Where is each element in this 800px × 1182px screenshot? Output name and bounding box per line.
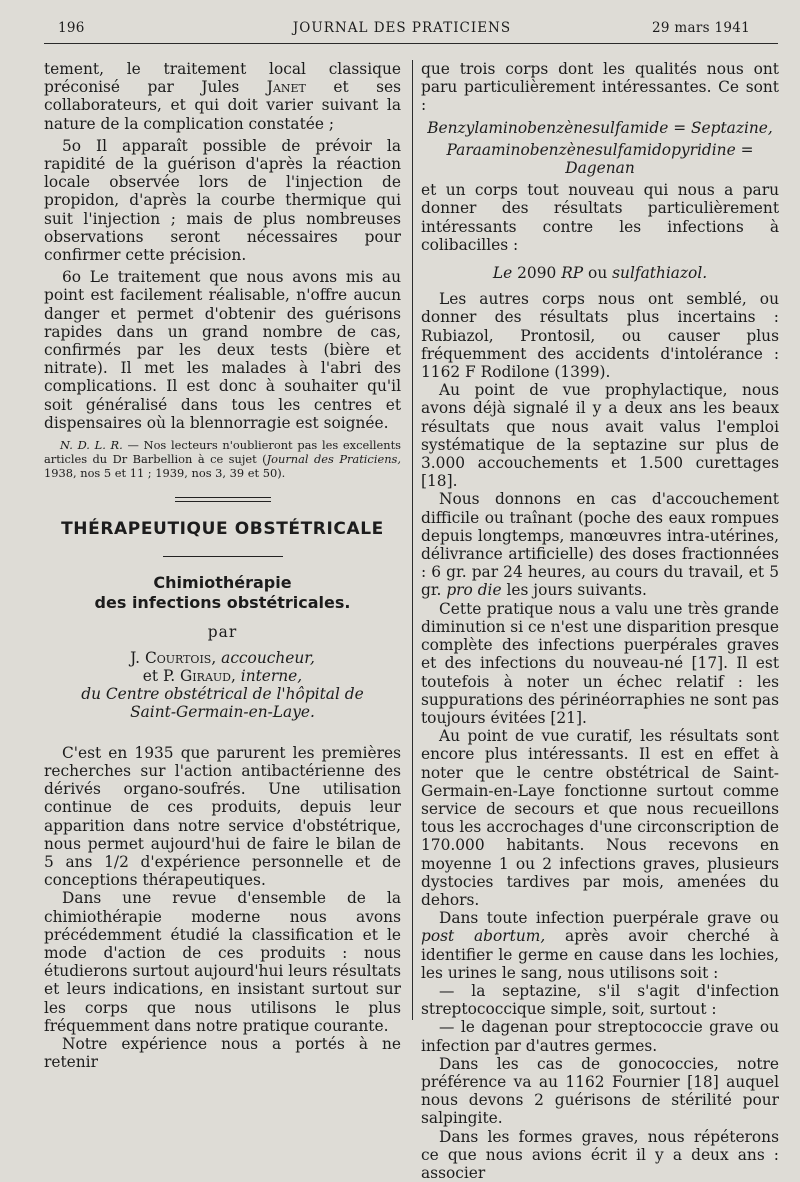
list-item: — le dagenan pour streptococcie grave ou infection par d'autres germes. — [421, 1018, 779, 1055]
paragraph: Au point de vue curatif, les résultats sont encore plus intéressants. Il est en effet à noter que le centre obstétrical de Saint-Germain-en-Laye fonctionne surtout comme service de secours et que nous recueillons tous les accrochages d'une circonscription de 170.000 habitants. Nous recevons en moyenne 1 ou 2 infections graves, plusieurs dystocies tardives par mois, amenées du dehors. — [421, 727, 779, 909]
page-number: 196 — [58, 20, 85, 36]
right-column — [421, 60, 779, 1182]
paragraph: 6o Le traitement que nous avons mis au point est facilement réalisable, n'offre aucun danger et permet d'obtenir des guérisons rapides dans un grand nombre de cas, confirmés par les deux tests (bière et nitrate). Il met les malades à l'abri des complications. Il est donc à souhaiter qu'il soit généralisé dans tous les centres et dispensaires où la blennorragie est soignée. — [44, 268, 401, 432]
paragraph: et un corps tout nouveau qui nous a paru donner des résultats particulièrement intéressants contre les infections à colibacilles : — [421, 181, 779, 254]
paragraph: Notre expérience nous a portés à ne retenir — [44, 1034, 401, 1072]
paragraph: Cette pratique nous a valu une très grande diminution si ce n'est une disparition presque complète des infections puerpérales graves et des infections du nouveau-né [17]. Il est toutefois à noter un échec relatif : les suppurations des périnéorraphies ne sont pas toujours évitées [21]. — [421, 599, 779, 727]
affiliation: Saint-Germain-en-Laye. — [130, 703, 315, 722]
header-rule — [44, 43, 778, 44]
column-divider — [412, 60, 413, 1020]
paragraph: Dans toute infection puerpérale grave ou post abortum, après avoir cherché à identifier le germe en cause dans les lochies, les urines le sang, nous utilisons soit : — [421, 909, 779, 982]
paragraph: tement, le traitement local classique préconisé par Jules Janet et ses collaborateurs, et qui doit varier suivant la nature de la complication constatée ; — [44, 60, 401, 133]
issue-date: 29 mars 1941 — [652, 20, 750, 36]
author-1: J. Courtois, accoucheur, — [130, 648, 315, 667]
section-rule — [163, 556, 283, 557]
paragraph: que trois corps dont les qualités nous ont paru particulièrement intéressantes. Ce sont : — [421, 60, 779, 115]
section-title: THÉRAPEUTIQUE OBSTÉTRICALE — [61, 518, 384, 539]
byline-par: par — [207, 622, 238, 641]
formula: Benzylaminobenzènesulfamide = Septazine, — [427, 118, 773, 137]
author-name: Janet — [266, 78, 306, 97]
double-rule-separator — [175, 497, 271, 502]
paragraph: Dans les cas de gonococcies, notre préférence va au 1162 Fournier [18] auquel nous devons 2 guérisons de stérilité pour salpingite. — [421, 1054, 779, 1128]
paragraph: Nous donnons en cas d'accouchement difficile ou traînant (poche des eaux rompues depuis longtemps, manœuvres intra-utérines, délivrance artificielle) des doses fractionnées : 6 gr. par 24 heures, au cours du travail, et 5 gr. pro die les jours suivants. — [421, 490, 779, 600]
formula: Paraaminobenzènesulfamidopyridine = Dagenan — [446, 140, 754, 178]
paragraph: Dans une revue d'ensemble de la chimiothérapie moderne nous avons précédemment étudié la classification et le mode d'action de ces produits : nous étudierons surtout aujourd'hui leurs résultats et leurs indications, en insistant surtout sur les corps que nous utilisons le plus fréquemment dans notre pratique courante. — [44, 889, 401, 1035]
author-2: et P. Giraud, interne, — [142, 667, 303, 686]
paragraph: Les autres corps nous ont semblé, ou donner des résultats plus incertains : Rubiazol, Prontosil, ou causer plus fréquemment des accidents d'intolérance : 1162 F Rodilone (1399). — [421, 290, 779, 382]
paragraph: Au point de vue prophylactique, nous avons déjà signalé il y a deux ans les beaux résultats que nous avait valus l'emploi systématique de la septazine sur plus de 3.000 accouchements et 1.500 curettages [18]. — [421, 381, 779, 491]
paragraph: 5o Il apparaît possible de prévoir la rapidité de la guérison d'après la réaction locale observée lors de l'injection de propidon, d'après la courbe thermique qui suit l'injection ; mais de plus nombreuses observations seront nécessaires pour confirmer cette précision. — [44, 136, 401, 265]
article-title: Chimiothérapie des infections obstétricales. — [94, 572, 351, 612]
left-column — [44, 60, 401, 1071]
list-item: — la septazine, s'il s'agit d'infection streptococcique simple, soit, surtout : — [421, 981, 779, 1019]
drug-line: Le 2090 RP ou sulfathiazol. — [492, 264, 708, 283]
editor-note: N. D. L. R. — Nos lecteurs n'oublieront pas les excellents articles du Dr Barbellion à ce sujet (Journal des Praticiens, 1938, nos 5 et 11 ; 1939, nos 3, 39 et 50). — [44, 438, 402, 481]
affiliation: du Centre obstétrical de l'hôpital de — [81, 685, 364, 704]
paragraph: C'est en 1935 que parurent les premières recherches sur l'action antibactérienne des dérivés organo-soufrés. Une utilisation continue de ces produits, depuis leur apparition dans notre service d'obstétrique, nous permet aujourd'hui de faire le bilan de 5 ans 1/2 d'expérience personnelle et de conceptions thérapeutiques. — [44, 743, 401, 890]
journal-title: JOURNAL DES PRATICIENS — [292, 20, 512, 36]
running-header — [40, 20, 764, 40]
paragraph: Dans les formes graves, nous répéterons ce que nous avions écrit il y a deux ans : associer — [421, 1127, 779, 1182]
